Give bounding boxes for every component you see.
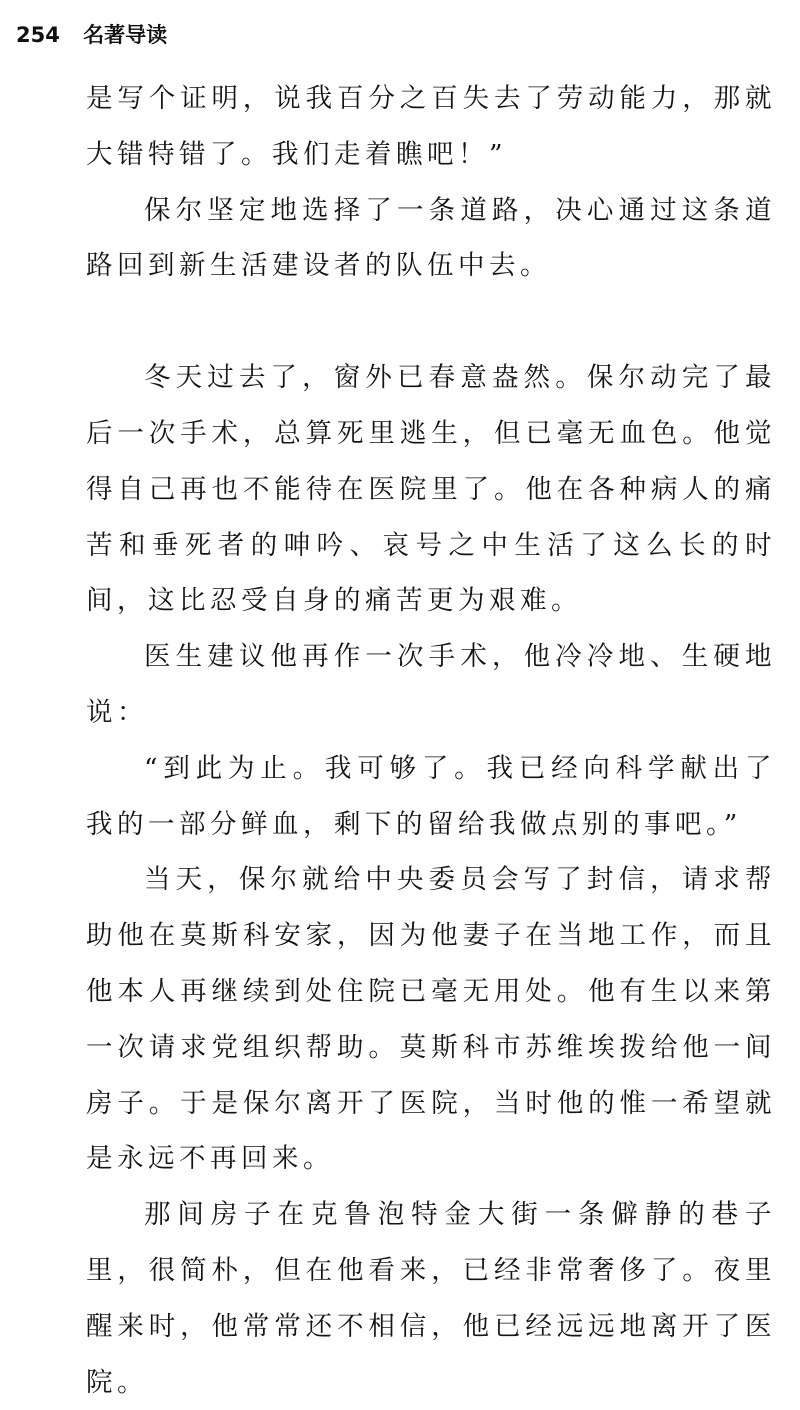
body-text: [86, 71, 776, 1410]
paragraph: 保尔坚定地选择了一条道路，决心通过这条道路回到新生活建设者的队伍中去。: [86, 194, 776, 282]
paragraph: 当天，保尔就给中央委员会写了封信，请求帮助他在莫斯科安家，因为他妻子在当地工作，而且他本人再继续到处住院已毫无用处。他有生以来第一次请求党组织帮助。莫斯科市苏维埃拨给他一间房子。于是保尔离开了医院，当时他的惟一希望就是永远不再回来。: [86, 864, 776, 1175]
page-number: 254: [16, 23, 60, 47]
paragraph: 冬天过去了，窗外已春意盎然。保尔动完了最后一次手术，总算死里逃生，但已毫无血色。他觉得自己再也不能待在医院里了。他在各种病人的痛苦和垂死者的呻吟、哀号之中生活了这么长的时间，这比忍受自身的痛苦更为艰难。: [86, 362, 776, 617]
page-header: [16, 20, 167, 50]
paragraph: 那间房子在克鲁泡特金大街一条僻静的巷子里，很简朴，但在他看来，已经非常奢侈了。夜里醒来时，他常常还不相信，他已经远远地离开了医院。: [86, 1199, 776, 1398]
section-break: [86, 294, 776, 350]
paragraph: 医生建议他再作一次手术，他冷冷地、生硬地说：: [86, 641, 776, 728]
book-title: 名著导读: [83, 23, 168, 47]
paragraph-continued: 是写个证明，说我百分之百失去了劳动能力，那就大错特错了。我们走着瞧吧！”: [86, 83, 776, 170]
paragraph: “到此为止。我可够了。我已经向科学献出了我的一部分鲜血，剩下的留给我做点别的事吧。”: [86, 752, 776, 840]
